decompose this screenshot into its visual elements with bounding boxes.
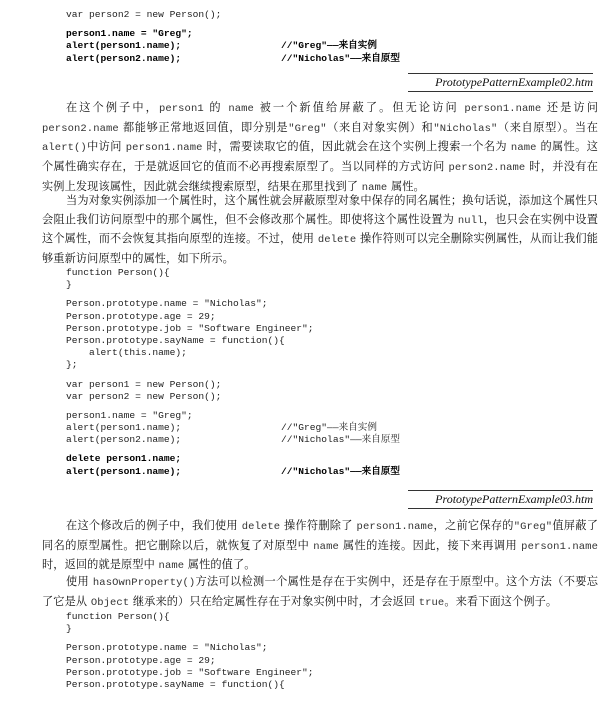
code-comment: //"Nicholas"——来自原型: [281, 52, 400, 64]
code-text: Person.prototype.age = 29;: [66, 310, 216, 322]
code-line: [66, 623, 314, 635]
filename-caption-2: PrototypePatternExample03.htm: [408, 490, 593, 509]
code-text: Person.prototype.job = "Software Engineer";: [66, 666, 314, 678]
code-text: alert(person1.name);: [66, 422, 182, 434]
inline-code: name: [313, 540, 339, 553]
code-text: Person.prototype.sayName = function(){: [66, 678, 285, 690]
inline-code: delete: [317, 234, 357, 247]
code-text: var person1 = new Person();: [66, 378, 222, 390]
filename-caption-1: PrototypePatternExample02.htm: [408, 73, 593, 92]
inline-code: "Nicholas": [433, 122, 498, 135]
text-run: 的: [203, 101, 229, 114]
text-run: 时，需要读取它的值，因此就会在这个实例上搜索一个名为: [202, 140, 511, 154]
code-gap: [66, 372, 314, 379]
text-run: 操作符删除了: [280, 519, 357, 532]
code-text: function Person(){: [66, 611, 170, 622]
inline-code: name: [228, 103, 254, 115]
paragraph-4: [42, 573, 598, 612]
paragraph-1: [42, 99, 598, 198]
text-run: 中访问: [86, 140, 126, 154]
code-comment: //"Greg"——来自实例: [281, 422, 377, 434]
text-run: （来自对象实例）和: [326, 120, 434, 134]
text-run: 的属性。这个属性确实存在，于是就返回它的值而不必再搜索原型了。当以同样的方式访问: [42, 140, 598, 174]
code-text: Person.prototype.job = "Software Engineer";: [66, 322, 314, 334]
inline-code: delete: [241, 521, 281, 533]
code-gap: [66, 291, 314, 298]
code-line: [66, 655, 314, 667]
paragraph-2: [42, 192, 598, 269]
text-run: 当为对象实例添加一个属性时，这个属性就会屏蔽原型对象中保存的同名属性；换句话说，添加这个属性只会阻止我们访问原型中的那个属性，但不会修改那个属性。即使将这个属性设置为: [42, 194, 598, 226]
code-line: [66, 391, 314, 403]
text-run: 在这个修改后的例子中，我们使用: [66, 519, 242, 532]
text-run: 操作符则可以完全删除实例属性，从而让我们能够重新访问原型中的属性，如下所示。: [42, 232, 598, 266]
text-run: 属性的连接。因此，接下来再调用: [338, 538, 522, 552]
code-line: [66, 347, 314, 359]
code-line: [66, 422, 377, 434]
inline-code: "Greg": [288, 122, 327, 135]
text-run: 时，并没有在实例上发现该属性，因此就会继续搜索原型，结果在那里找到了: [42, 160, 598, 193]
code-text: delete person1.name;: [66, 453, 182, 465]
code-line: [66, 40, 377, 52]
inline-code: Object: [90, 596, 130, 609]
code-block-3: [66, 611, 314, 691]
text-run: 都能够正常地返回值，即分别是: [118, 120, 289, 134]
code-line: [66, 335, 314, 347]
text-run: 在这个例子中，: [66, 101, 159, 114]
text-run: 。来看下面这个例子。: [444, 594, 558, 608]
code-line: [66, 28, 221, 40]
text-run: 被一个新值给屏蔽了。但无论访问: [253, 101, 465, 114]
code-line: [66, 298, 314, 310]
inline-code: person1.name: [125, 142, 203, 155]
inline-code: hasOwnProperty(): [92, 577, 196, 589]
code-text: alert(person2.name);: [66, 434, 182, 446]
code-line: [66, 642, 314, 654]
text-run: 方法可以检测一个属性是存在于实例中，还是存在于原型中。这个方法（不要忘了它是从: [42, 575, 598, 608]
code-line: [66, 311, 314, 323]
code-block-1: [66, 9, 400, 65]
text-run: 时，返回的就是原型中: [42, 558, 159, 572]
code-line: [66, 9, 221, 21]
inline-code: true: [418, 596, 445, 609]
code-line: [66, 453, 314, 465]
code-line: [66, 679, 314, 691]
inline-code: null: [457, 214, 484, 227]
text-run: ，之前它保存的: [433, 519, 514, 532]
code-gap: [66, 635, 314, 642]
code-text: Person.prototype.sayName = function(){: [66, 334, 285, 346]
inline-code: person1.name: [464, 103, 542, 115]
code-gap: [66, 446, 314, 453]
code-text: var person2 = new Person();: [66, 9, 222, 20]
inline-code: alert(): [42, 142, 87, 155]
code-text: alert(person1.name);: [66, 40, 182, 52]
code-comment: //"Nicholas"——来自原型: [281, 434, 400, 446]
inline-code: person2.name: [42, 122, 119, 135]
code-line: [66, 379, 314, 391]
text-run: 值屏蔽了同名的原型属性。把它删除以后，就恢复了对原型中: [42, 519, 598, 552]
inline-code: "Greg": [513, 521, 553, 533]
code-text: Person.prototype.age = 29;: [66, 654, 216, 666]
code-text: Person.prototype.name = "Nicholas";: [66, 642, 268, 654]
code-comment: //"Nicholas"——来自原型: [281, 465, 400, 477]
code-text: Person.prototype.name = "Nicholas";: [66, 298, 268, 310]
code-text: var person2 = new Person();: [66, 390, 222, 402]
text-run: 继承来的）只在给定属性存在于对象实例中时，才会返回: [129, 594, 419, 608]
text-run: ，也只会在实例中设置这个属性，而不会恢复其指向原型的连接。不过，使用: [42, 212, 598, 246]
code-gap: [66, 403, 314, 410]
code-text: function Person(){: [66, 267, 170, 278]
code-line: [66, 434, 400, 446]
inline-code: name: [510, 142, 537, 155]
inline-code: name: [158, 560, 185, 573]
code-text: alert(this.name);: [66, 347, 187, 359]
text-run: （来自原型）。当在: [497, 120, 598, 134]
inline-code: person1.name: [521, 540, 598, 553]
code-text: person1.name = "Greg";: [66, 409, 193, 421]
code-line: [66, 667, 314, 679]
inline-code: person1: [158, 103, 204, 115]
code-text: alert(person1.name);: [66, 465, 182, 477]
text-run: 还是访问: [541, 101, 599, 114]
code-gap: [66, 21, 221, 28]
code-text: alert(person2.name);: [66, 52, 182, 64]
code-line: [66, 611, 314, 623]
text-run: 使用: [66, 575, 93, 588]
code-comment: //"Greg"——来自实例: [281, 40, 377, 52]
code-line: [66, 465, 400, 478]
code-text: person1.name = "Greg";: [66, 28, 193, 40]
code-block-2: [66, 267, 400, 478]
code-text: };: [66, 359, 78, 371]
inline-code: person1.name: [356, 521, 434, 533]
text-run: 属性的值了。: [184, 558, 256, 572]
text-run: 属性。: [387, 179, 425, 193]
paragraph-3: [42, 517, 598, 576]
code-line: [66, 359, 314, 371]
code-line: [66, 410, 314, 422]
code-text: }: [66, 623, 72, 635]
inline-code: name: [361, 181, 388, 194]
code-line: [66, 279, 314, 291]
code-line: [66, 323, 314, 335]
code-text: }: [66, 279, 72, 291]
code-line: [66, 52, 400, 65]
code-line: [66, 267, 314, 279]
inline-code: person2.name: [448, 162, 526, 175]
